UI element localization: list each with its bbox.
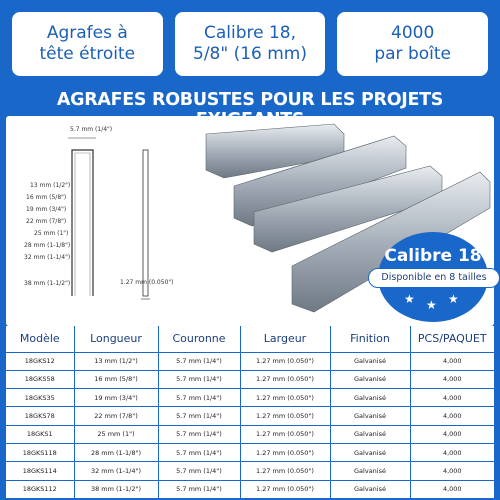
feature-line: tête étroite [39,44,136,64]
cell-pcs: 4,000 [410,443,494,461]
cell-crown: 5.7 mm (1/4") [158,407,240,425]
feature-box-quantity [337,12,488,76]
cell-pcs: 4,000 [410,407,494,425]
column-header: PCS/PAQUET [410,326,494,352]
star-icon: ★ [404,292,415,306]
cell-width: 1.27 mm (0.050") [240,480,330,498]
cell-pcs: 4,000 [410,425,494,443]
feature-boxes [12,12,488,76]
cell-width: 1.27 mm (0.050") [240,462,330,480]
length-label: 28 mm (1-1/8") [24,242,71,249]
table-row [6,352,494,370]
star-icon: ★ [448,292,459,306]
cell-finish: Galvanisé [330,443,410,461]
staple-inner [75,153,90,296]
cell-finish: Galvanisé [330,370,410,388]
table-row [6,425,494,443]
cell-pcs: 4,000 [410,389,494,407]
length-label: 25 mm (1") [34,230,69,237]
cell-model: 18GKS78 [6,407,74,425]
length-label: 32 mm (1-1/4") [24,254,71,261]
cell-pcs: 4,000 [410,370,494,388]
cell-pcs: 4,000 [410,462,494,480]
cell-width: 1.27 mm (0.050") [240,389,330,407]
cell-finish: Galvanisé [330,480,410,498]
column-header: Couronne [158,326,240,352]
cell-pcs: 4,000 [410,352,494,370]
cell-finish: Galvanisé [330,425,410,443]
table-row [6,407,494,425]
length-label: 16 mm (5/8") [26,194,67,201]
column-header: Longueur [74,326,158,352]
cell-width: 1.27 mm (0.050") [240,425,330,443]
feature-line: 5/8" (16 mm) [193,44,308,64]
cell-finish: Galvanisé [330,462,410,480]
cell-model: 18GKS58 [6,370,74,388]
table-header-row [6,326,494,352]
length-label: 22 mm (7/8") [26,218,67,225]
cell-model: 18GKS114 [6,462,74,480]
feature-line: par boîte [374,44,451,64]
cell-length: 22 mm (7/8") [74,407,158,425]
table-row [6,462,494,480]
cell-crown: 5.7 mm (1/4") [158,389,240,407]
table-row [6,370,494,388]
feature-box-gauge [175,12,326,76]
cell-length: 13 mm (1/2") [74,352,158,370]
column-header: Modèle [6,326,74,352]
cell-width: 1.27 mm (0.050") [240,352,330,370]
crown-label: 5.7 mm (1/4") [70,126,113,133]
table-row [6,389,494,407]
headline: AGRAFES ROBUSTES POUR LES PROJETS [56,90,444,110]
cell-length: 38 mm (1-1/2") [74,480,158,498]
column-header: Largeur [240,326,330,352]
cell-width: 1.27 mm (0.050") [240,407,330,425]
badge-title: Calibre 18 [384,246,482,266]
cell-model: 18GKS118 [6,443,74,461]
length-label: 38 mm (1-1/2") [24,280,71,287]
cell-pcs: 4,000 [410,480,494,498]
cell-finish: Galvanisé [330,352,410,370]
cell-length: 19 mm (3/4") [74,389,158,407]
cell-crown: 5.7 mm (1/4") [158,370,240,388]
feature-box-narrow-crown [12,12,163,76]
feature-line: Agrafes à [46,23,128,43]
cell-crown: 5.7 mm (1/4") [158,443,240,461]
width-label: 1.27 mm (0.050") [120,279,174,286]
cell-finish: Galvanisé [330,407,410,425]
star-icon: ★ [426,298,437,312]
cell-model: 18GKS1 [6,425,74,443]
table-row [6,480,494,498]
cell-model: 18GKS12 [6,352,74,370]
cell-model: 18GKS112 [6,480,74,498]
cell-model: 18GKS35 [6,389,74,407]
feature-line: Calibre 18, [203,23,297,43]
feature-line: 4000 [391,23,435,43]
cell-width: 1.27 mm (0.050") [240,443,330,461]
cell-length: 16 mm (5/8") [74,370,158,388]
staple-side-view [143,150,148,296]
gauge-badge [364,232,500,322]
cell-length: 28 mm (1-1/8") [74,443,158,461]
length-label: 13 mm (1/2") [30,182,71,189]
cell-width: 1.27 mm (0.050") [240,370,330,388]
table-row [6,443,494,461]
badge-ribbon: Disponible en 8 tailles [368,268,500,288]
cell-crown: 5.7 mm (1/4") [158,352,240,370]
cell-crown: 5.7 mm (1/4") [158,425,240,443]
cell-finish: Galvanisé [330,389,410,407]
length-label: 19 mm (3/4") [26,206,67,213]
cell-crown: 5.7 mm (1/4") [158,480,240,498]
cell-length: 32 mm (1-1/4") [74,462,158,480]
cell-crown: 5.7 mm (1/4") [158,462,240,480]
column-header: Finition [330,326,410,352]
cell-length: 25 mm (1") [74,425,158,443]
specs-table [6,326,494,498]
